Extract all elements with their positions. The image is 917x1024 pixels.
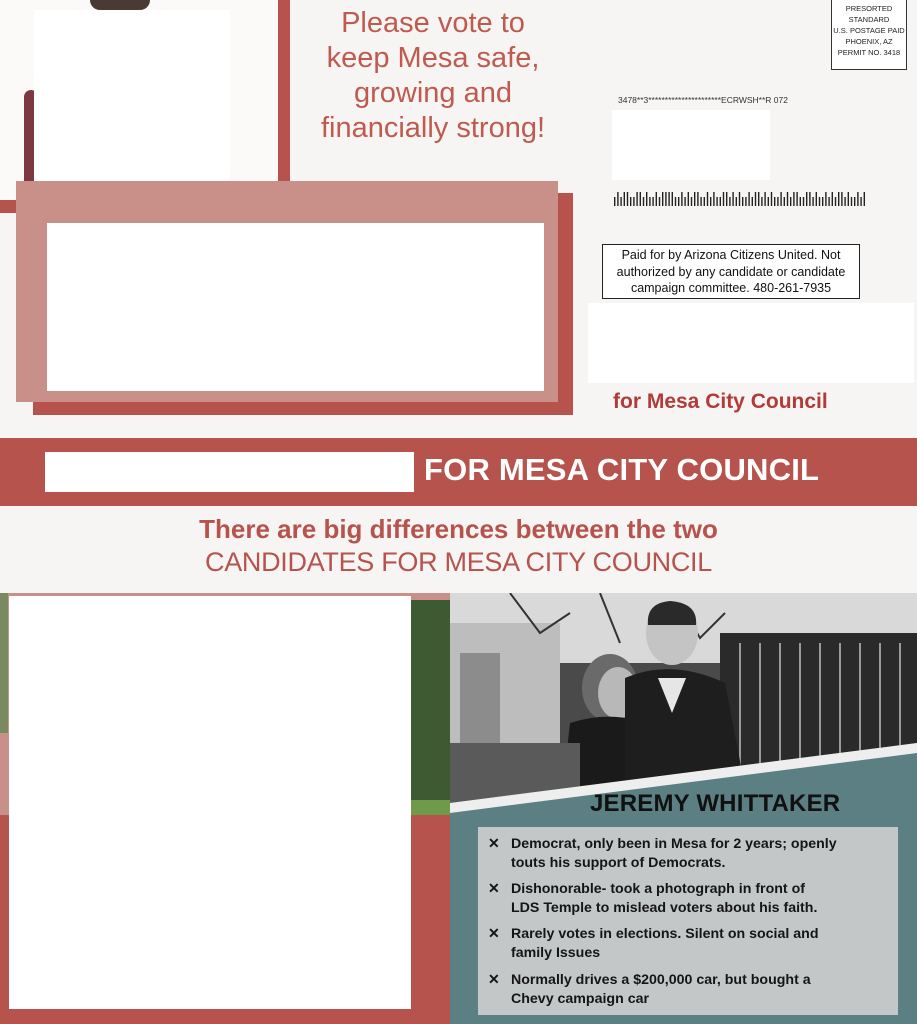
redacted-text-box — [47, 223, 544, 391]
redacted-address — [612, 110, 770, 180]
redacted-candidate-panel — [9, 596, 411, 1009]
mailing-code: 3478**3**********************ECRWSH**R 072 — [618, 95, 788, 105]
postage-line: PRESORTED — [845, 4, 893, 13]
redacted-candidate-photo — [34, 10, 230, 198]
candidate-photo-hair — [90, 0, 150, 10]
headline-line: growing and — [354, 77, 512, 109]
x-mark-icon: ✕ — [488, 836, 500, 852]
opponent-bullet — [488, 835, 888, 872]
banner-title: FOR MESA CITY COUNCIL — [424, 452, 820, 487]
for-council-caption: for Mesa City Council — [613, 390, 828, 413]
bullet-line: touts his support of Democrats. — [511, 854, 726, 871]
candidate-panel-grass — [410, 800, 450, 815]
opponent-name: JEREMY WHITTAKER — [590, 790, 841, 817]
x-mark-icon: ✕ — [488, 972, 500, 988]
opponent-bullet — [488, 880, 888, 917]
postage-line: PHOENIX, AZ — [845, 37, 893, 46]
postage-line: U.S. POSTAGE PAID — [833, 26, 905, 35]
bullet-line: Democrat, only been in Mesa for 2 years; openly — [511, 836, 837, 852]
bullet-line: Dishonorable- took a photograph in front of — [511, 881, 805, 897]
headline-line: keep Mesa safe, — [326, 42, 540, 74]
differences-heading: There are big differences between the two — [199, 514, 718, 544]
postage-line: PERMIT NO. 3418 — [837, 48, 901, 57]
bullet-line: Chevy campaign car — [511, 990, 649, 1007]
postal-barcode — [614, 192, 870, 206]
postage-line: STANDARD — [848, 15, 890, 24]
disclaimer-line: authorized by any candidate or candidate — [616, 264, 846, 279]
x-mark-icon: ✕ — [488, 881, 500, 897]
headline-line: financially strong! — [320, 112, 546, 144]
redacted-banner-name — [45, 452, 414, 492]
x-mark-icon: ✕ — [488, 926, 500, 942]
bullet-line: Normally drives a $200,000 car, but bought a — [511, 972, 811, 988]
opponent-bullet — [488, 925, 888, 962]
redacted-candidate-name — [588, 303, 914, 383]
bullet-line: family Issues — [511, 944, 601, 961]
bullet-line: Rarely votes in elections. Silent on social and — [511, 926, 819, 942]
opponent-bullet — [488, 971, 888, 1008]
differences-subheading: CANDIDATES FOR MESA CITY COUNCIL — [205, 547, 712, 577]
candidate-panel-tree — [410, 600, 450, 800]
disclaimer-line: campaign committee. 480-261-7935 — [630, 281, 832, 295]
candidate-panel-trees — [0, 593, 8, 733]
paid-for-disclaimer — [602, 244, 860, 299]
postage-indicia — [831, 0, 907, 70]
headline — [292, 6, 574, 146]
headline-line: Please vote to — [341, 7, 525, 39]
disclaimer-line: Paid for by Arizona Citizens United. Not — [621, 248, 841, 262]
bullet-line: LDS Temple to mislead voters about his faith. — [511, 899, 818, 916]
